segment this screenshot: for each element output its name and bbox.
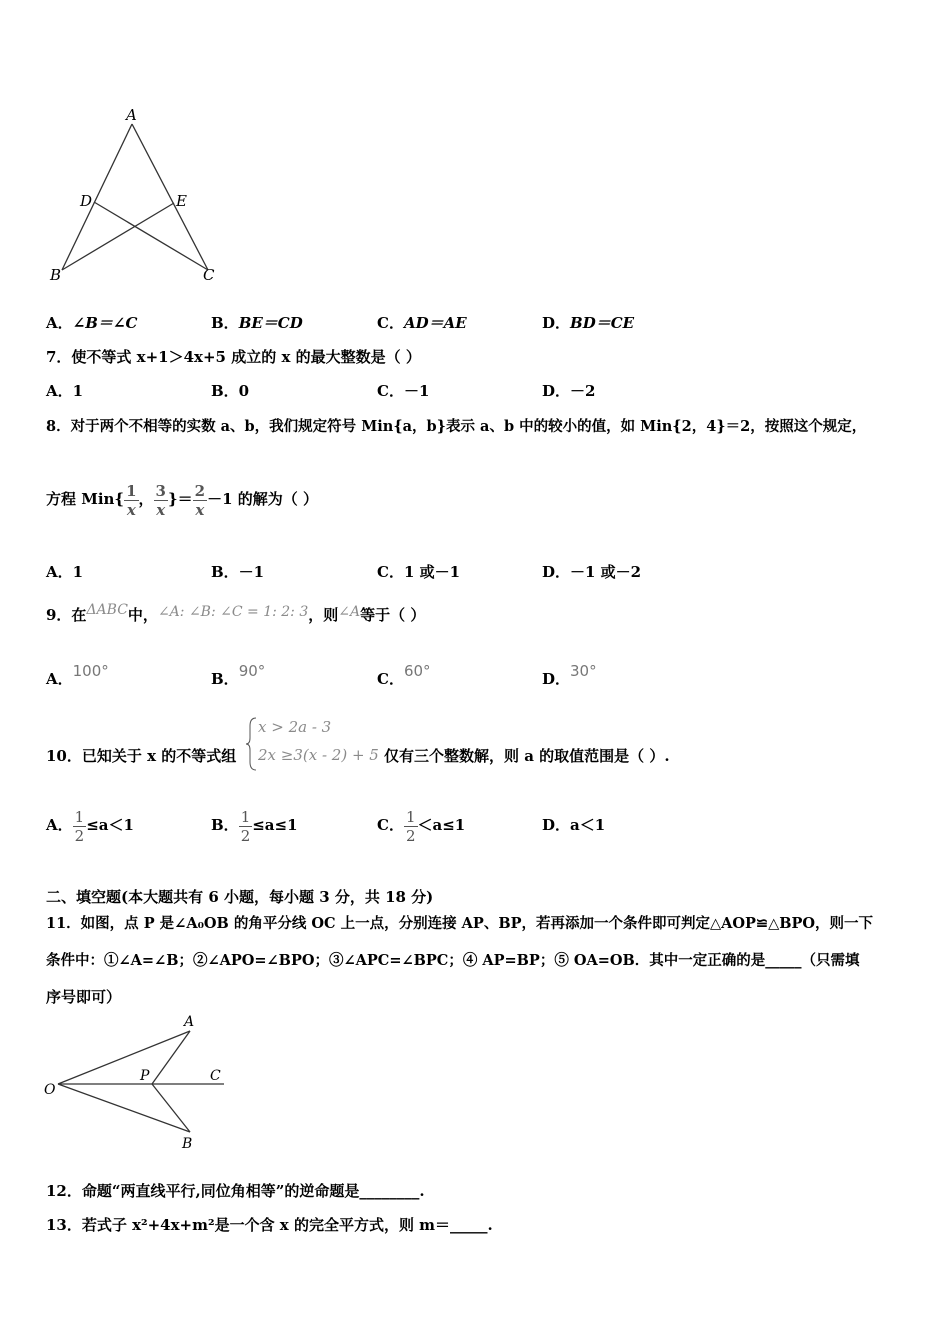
triangle-figure [40, 100, 230, 290]
side-ac [132, 124, 208, 270]
q8-option-d: D．－1 或－2 [542, 563, 642, 581]
q10-option-c [377, 802, 465, 848]
fraction-half [239, 808, 253, 845]
comma: ， [138, 490, 154, 508]
brace-icon [246, 716, 258, 772]
option-label: B． [211, 314, 239, 332]
q9-option-c [377, 660, 431, 688]
option-value: 90° [238, 662, 266, 680]
frac-den: 2 [240, 826, 251, 845]
option-text: ＜a≤1 [417, 816, 466, 834]
segment-be [62, 203, 174, 270]
q9-then: ，则 [308, 606, 339, 624]
angle-ratio: ∠A: ∠B: ∠C = 1: 2: 3 [157, 604, 309, 620]
inequality-system [246, 716, 386, 772]
angle-bisector-figure [44, 1012, 226, 1152]
q11-line2: 条件中：①∠A=∠B；②∠APO=∠BPO；③∠APC=∠BPC；④ AP=BP；⑤ OA=OB．其中一定正确的是_____（只需填 [46, 952, 860, 969]
q8-option-a: A．1 [46, 563, 84, 581]
q9-mid: 中， [127, 606, 158, 624]
option-label: A． [46, 670, 73, 688]
option-label: D． [542, 314, 571, 332]
q11-line3: 序号即可） [46, 988, 122, 1006]
q7-text: 7．使不等式 x+1＞4x+5 成立的 x 的最大整数是（ ） [46, 348, 421, 366]
q6-option-c [377, 312, 467, 333]
q8-equation [46, 476, 318, 522]
triangle-abc: ΔABC [86, 602, 128, 618]
frac-den: x [154, 500, 168, 519]
frac-den: x [124, 500, 138, 519]
option-value: 30° [570, 662, 597, 680]
eq-mid: }＝ [167, 490, 193, 508]
option-label: A． [46, 816, 73, 834]
label-o: O [44, 1082, 56, 1098]
label-e: E [176, 192, 187, 210]
frac-den: 2 [74, 826, 85, 845]
frac-den: x [193, 500, 207, 519]
section-heading: 二、填空题(本大题共有 6 小题，每小题 3 分，共 18 分) [46, 888, 434, 906]
q10-option-a [46, 802, 134, 848]
label-b: B [50, 266, 62, 284]
side-ab [62, 124, 132, 270]
option-value: 100° [72, 662, 109, 680]
q10-option-b [211, 802, 298, 848]
q10-lead: 10．已知关于 x 的不等式组 [46, 747, 237, 765]
option-text: ≤a≤1 [252, 816, 298, 834]
q9-tail: 等于（ ） [360, 606, 426, 624]
label-a: A [184, 1014, 195, 1030]
q9-option-b [211, 660, 266, 688]
frac-num: 1 [405, 807, 416, 826]
q8-option-b: B．－1 [211, 563, 265, 581]
frac-num: 1 [240, 807, 251, 826]
option-label: D． [542, 670, 571, 688]
angle-a: ∠A [338, 604, 361, 620]
q6-option-d [542, 312, 634, 333]
q12-text: 12．命题“两直线平行,同位角相等”的逆命题是________. [46, 1182, 425, 1200]
option-text: ≤a＜1 [86, 816, 134, 834]
q6-option-b [211, 312, 303, 333]
q13-text: 13．若式子 x²+4x+m²是一个含 x 的完全平方式，则 m＝_____. [46, 1216, 493, 1234]
label-c: C [210, 1068, 221, 1084]
fraction-1-over-x [124, 482, 138, 519]
label-b: B [182, 1136, 193, 1152]
system-line-2: 2x ≥3(x - 2) + 5 [258, 746, 379, 764]
fraction-2-over-x [193, 482, 207, 519]
eq-suffix: －1 的解为（ ） [207, 490, 318, 508]
option-label: B． [211, 816, 239, 834]
q9-option-a [46, 660, 109, 688]
fraction-half [404, 808, 418, 845]
q9-option-d [542, 660, 597, 688]
option-text: BE＝CD [238, 314, 303, 332]
frac-den: 2 [405, 826, 416, 845]
ray-oa [58, 1031, 190, 1084]
q7-option-d: D．－2 [542, 382, 596, 400]
q10-option-d: D．a＜1 [542, 816, 606, 834]
eq-prefix: 方程 Min{ [46, 490, 125, 508]
frac-num: 3 [155, 481, 166, 500]
q6-option-a [46, 312, 137, 333]
label-c: C [203, 266, 215, 284]
frac-num: 1 [74, 807, 85, 826]
q8-line1: 8．对于两个不相等的实数 a、b，我们规定符号 Min{a，b}表示 a、b 中的较小的值，如 Min{2，4}＝2，按照这个规定， [46, 418, 867, 435]
option-label: B． [211, 670, 239, 688]
option-label: C． [377, 314, 404, 332]
frac-num: 1 [126, 481, 137, 500]
q11-line1: 11．如图，点 P 是∠A₀OB 的角平分线 OC 上一点，分别连接 AP、BP，若再添加一个条件即可判定△AOP≌△BPO，则一下 [46, 915, 874, 932]
q7-option-b: B．0 [211, 382, 250, 400]
label-p: P [140, 1068, 150, 1084]
fraction-3-over-x [154, 482, 168, 519]
q9-text [46, 600, 425, 630]
q7-option-c: C．－1 [377, 382, 430, 400]
option-value: 60° [403, 662, 431, 680]
option-label: A． [46, 314, 73, 332]
option-label: C． [377, 816, 404, 834]
q9-num: 9．在 [46, 606, 87, 624]
frac-num: 2 [194, 481, 206, 500]
label-d: D [80, 192, 93, 210]
option-text: AD＝AE [403, 314, 467, 332]
option-text: BD＝CE [570, 314, 635, 332]
q10-tail: 仅有三个整数解，则 a 的取值范围是（ ）. [384, 747, 670, 765]
option-label: C． [377, 670, 404, 688]
system-line-1: x > 2a - 3 [258, 718, 332, 736]
q7-option-a: A．1 [46, 382, 84, 400]
option-text: ∠B＝∠C [72, 314, 138, 332]
fraction-half [73, 808, 87, 845]
q8-option-c: C．1 或－1 [377, 563, 461, 581]
label-a: A [126, 106, 137, 124]
